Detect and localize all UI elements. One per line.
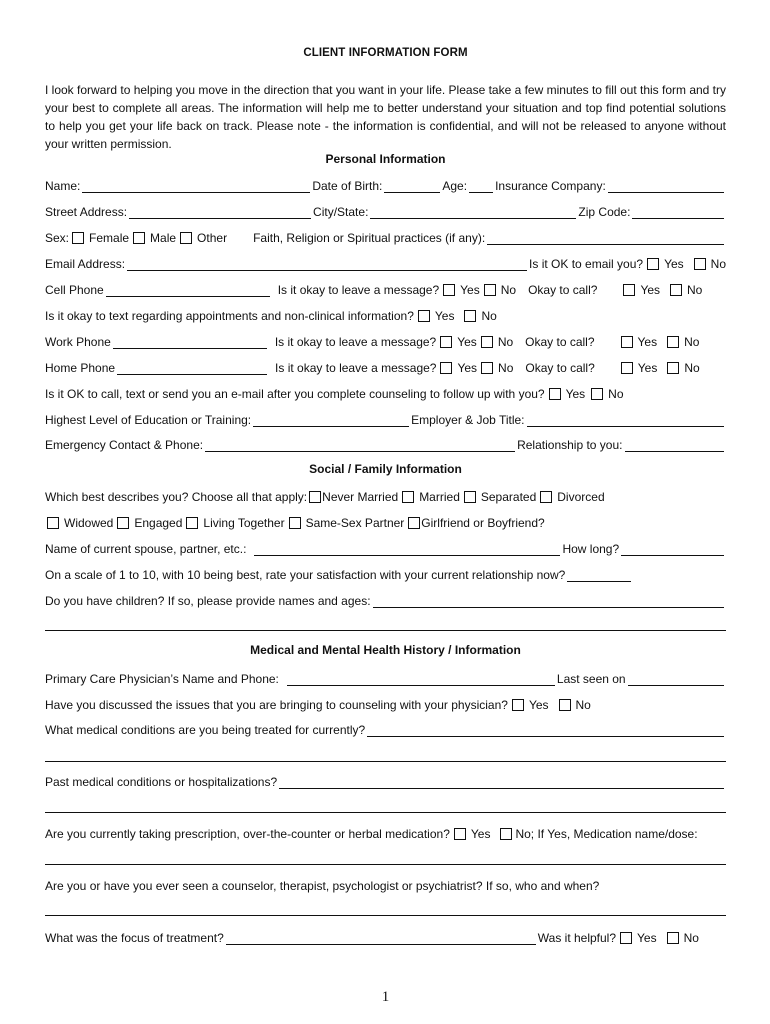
- street-field[interactable]: [129, 205, 311, 219]
- education-field[interactable]: [253, 413, 409, 427]
- sex-label: Sex:: [45, 231, 70, 245]
- employer-label: Employer & Job Title:: [411, 413, 525, 427]
- home-msg-yes-label: Yes: [457, 361, 478, 375]
- cell-call-yes-label: Yes: [640, 283, 661, 297]
- medication-row: [45, 823, 726, 841]
- home-call-no-checkbox[interactable]: [667, 362, 679, 374]
- spouse-field[interactable]: [254, 542, 560, 556]
- children-extra-line[interactable]: [45, 630, 726, 631]
- past-conditions-field[interactable]: [279, 775, 724, 789]
- email-yes-checkbox[interactable]: [647, 258, 659, 270]
- work-msg-no-checkbox[interactable]: [481, 336, 493, 348]
- city-state-label: City/State:: [313, 205, 369, 219]
- counselor-answer-line[interactable]: [45, 915, 726, 916]
- children-label: Do you have children? If so, please provide names and ages:: [45, 594, 371, 608]
- faith-field[interactable]: [487, 231, 724, 245]
- medication-dose-line[interactable]: [45, 864, 726, 865]
- work-phone-row: [45, 331, 726, 349]
- text-appointments-row: [45, 305, 726, 323]
- emergency-row: [45, 434, 726, 452]
- discussed-no-checkbox[interactable]: [559, 699, 571, 711]
- status-row-2: [45, 512, 726, 530]
- email-field[interactable]: [127, 257, 527, 271]
- name-field[interactable]: [82, 179, 310, 193]
- widowed-label: Widowed: [64, 516, 114, 530]
- how-long-label: How long?: [562, 542, 620, 556]
- spouse-label: Name of current spouse, partner, etc.:: [45, 542, 247, 556]
- dob-label: Date of Birth:: [312, 179, 383, 193]
- cell-msg-yes-label: Yes: [460, 283, 480, 297]
- male-checkbox[interactable]: [133, 232, 145, 244]
- faith-label: Faith, Religion or Spiritual practices (if any):: [253, 231, 486, 245]
- zip-field[interactable]: [632, 205, 724, 219]
- same-sex-label: Same-Sex Partner: [305, 516, 405, 530]
- widowed-checkbox[interactable]: [47, 517, 59, 529]
- email-no-label: No: [710, 257, 726, 271]
- work-okay-call-label: Okay to call?: [525, 335, 595, 349]
- divorced-checkbox[interactable]: [540, 491, 552, 503]
- medication-label: Are you currently taking prescription, over-the-counter or herbal medication?: [45, 827, 450, 841]
- scale-row: [45, 564, 726, 582]
- dob-field[interactable]: [384, 179, 440, 193]
- work-leave-msg-label: Is it okay to leave a message?: [274, 335, 437, 349]
- home-msg-yes-checkbox[interactable]: [440, 362, 452, 374]
- email-row: [45, 253, 726, 271]
- physician-row: [45, 668, 726, 686]
- relationship-label: Relationship to you:: [517, 438, 623, 452]
- describes-label: Which best describes you? Choose all that apply:: [45, 490, 308, 504]
- home-leave-msg-label: Is it okay to leave a message?: [275, 361, 437, 375]
- age-field[interactable]: [469, 179, 493, 193]
- children-row: [45, 590, 726, 608]
- address-row: [45, 201, 726, 219]
- medical-heading: Medical and Mental Health History / Information: [250, 643, 521, 657]
- female-checkbox[interactable]: [72, 232, 84, 244]
- home-msg-no-label: No: [498, 361, 514, 375]
- email-yes-label: Yes: [664, 257, 684, 271]
- other-label: Other: [197, 231, 228, 245]
- conditions-field[interactable]: [367, 723, 724, 737]
- sex-row: [45, 227, 726, 245]
- cell-msg-no-checkbox[interactable]: [484, 284, 496, 296]
- work-call-yes-label: Yes: [637, 335, 658, 349]
- medication-yes-checkbox[interactable]: [454, 828, 466, 840]
- emergency-label: Emergency Contact & Phone:: [45, 438, 204, 452]
- how-long-field[interactable]: [621, 542, 724, 556]
- children-field[interactable]: [373, 594, 724, 608]
- insurance-label: Insurance Company:: [495, 179, 606, 193]
- physician-field[interactable]: [287, 672, 555, 686]
- cell-call-no-checkbox[interactable]: [670, 284, 682, 296]
- name-label: Name:: [45, 179, 81, 193]
- home-phone-field[interactable]: [117, 361, 267, 375]
- discussed-no-label: No: [575, 698, 591, 712]
- text-appointments-label: Is it okay to text regarding appointments and non-clinical information?: [45, 309, 414, 323]
- zip-label: Zip Code:: [578, 205, 631, 219]
- follow-up-no-label: No: [608, 387, 624, 401]
- female-label: Female: [89, 231, 130, 245]
- age-label: Age:: [442, 179, 468, 193]
- helpful-yes-checkbox[interactable]: [620, 932, 632, 944]
- separated-label: Separated: [480, 490, 537, 504]
- cell-leave-msg-label: Is it okay to leave a message?: [277, 283, 440, 297]
- text-no-checkbox[interactable]: [464, 310, 476, 322]
- email-label: Email Address:: [45, 257, 126, 271]
- counselor-label: Are you or have you ever seen a counselor, therapist, psychologist or psychiatrist? If so, who and when?: [45, 879, 600, 893]
- focus-field[interactable]: [226, 931, 536, 945]
- focus-label: What was the focus of treatment?: [45, 931, 224, 945]
- living-together-label: Living Together: [203, 516, 285, 530]
- home-call-yes-checkbox[interactable]: [621, 362, 633, 374]
- work-phone-label: Work Phone: [45, 335, 111, 349]
- helpful-label: Was it helpful?: [537, 931, 617, 945]
- same-sex-checkbox[interactable]: [289, 517, 301, 529]
- counselor-row: [45, 875, 726, 893]
- helpful-no-label: No: [683, 931, 699, 945]
- helpful-no-checkbox[interactable]: [667, 932, 679, 944]
- follow-up-yes-label: Yes: [565, 387, 586, 401]
- cell-msg-no-label: No: [500, 283, 517, 297]
- cell-okay-call-label: Okay to call?: [528, 283, 598, 297]
- discussed-label: Have you discussed the issues that you are bringing to counseling with your physician?: [45, 698, 508, 712]
- married-checkbox[interactable]: [402, 491, 414, 503]
- helpful-yes-label: Yes: [637, 931, 657, 945]
- engaged-label: Engaged: [134, 516, 183, 530]
- follow-up-yes-checkbox[interactable]: [549, 388, 561, 400]
- cell-phone-label: Cell Phone: [45, 283, 104, 297]
- city-state-field[interactable]: [370, 205, 576, 219]
- conditions-extra-line[interactable]: [45, 761, 726, 762]
- cell-call-no-label: No: [687, 283, 703, 297]
- email-no-checkbox[interactable]: [694, 258, 706, 270]
- intro-paragraph: I look forward to helping you move in the direction that you want in your life. Please take a few minutes to fill out this form and try your best to complete all areas. The information will help me to better understand your situation and top find potential solutions to help you get your life back on track. Please note - the information is confidential, and will not be released to anyone without your written permission.: [45, 83, 727, 151]
- text-yes-label: Yes: [434, 309, 455, 323]
- work-msg-yes-label: Yes: [457, 335, 477, 349]
- discussed-row: [45, 694, 726, 712]
- form-title: CLIENT INFORMATION FORM: [303, 47, 468, 59]
- past-conditions-row: [45, 771, 726, 789]
- cell-phone-field[interactable]: [106, 283, 270, 297]
- describes-row: [45, 486, 726, 504]
- cell-call-yes-checkbox[interactable]: [623, 284, 635, 296]
- spouse-row: [45, 538, 726, 556]
- engaged-checkbox[interactable]: [117, 517, 129, 529]
- scale-label: On a scale of 1 to 10, with 10 being best, rate your satisfaction with your current relationship now?: [45, 568, 566, 582]
- cell-msg-yes-checkbox[interactable]: [443, 284, 455, 296]
- page-number: 1: [381, 989, 390, 1005]
- home-phone-label: Home Phone: [45, 361, 116, 375]
- divorced-label: Divorced: [557, 490, 605, 504]
- education-row: [45, 409, 726, 427]
- relationship-field[interactable]: [625, 438, 725, 452]
- personal-heading: Personal Information: [325, 152, 446, 166]
- social-heading: Social / Family Information: [309, 462, 462, 476]
- email-ok-label: Is it OK to email you?: [529, 257, 644, 271]
- street-label: Street Address:: [45, 205, 128, 219]
- home-call-no-label: No: [684, 361, 700, 375]
- other-checkbox[interactable]: [180, 232, 192, 244]
- follow-up-row: [45, 383, 726, 401]
- discussed-yes-checkbox[interactable]: [512, 699, 524, 711]
- last-seen-field[interactable]: [628, 672, 724, 686]
- follow-up-no-checkbox[interactable]: [591, 388, 603, 400]
- separated-checkbox[interactable]: [464, 491, 476, 503]
- discussed-yes-label: Yes: [528, 698, 549, 712]
- emergency-field[interactable]: [205, 438, 515, 452]
- last-seen-label: Last seen on: [556, 672, 626, 686]
- never-married-checkbox[interactable]: [309, 491, 321, 503]
- follow-up-label: Is it OK to call, text or send you an e-mail after you complete counseling to follow up with you?: [45, 387, 545, 401]
- conditions-label: What medical conditions are you being treated for currently?: [45, 723, 366, 737]
- insurance-field[interactable]: [608, 179, 724, 193]
- gf-bf-checkbox[interactable]: [408, 517, 420, 529]
- text-no-label: No: [481, 309, 497, 323]
- past-conditions-label: Past medical conditions or hospitalizations?: [45, 775, 278, 789]
- home-phone-row: [45, 357, 726, 375]
- work-call-no-label: No: [684, 335, 700, 349]
- work-msg-no-label: No: [497, 335, 514, 349]
- male-label: Male: [150, 231, 177, 245]
- never-married-label: Never Married: [322, 490, 399, 504]
- work-call-no-checkbox[interactable]: [667, 336, 679, 348]
- physician-label: Primary Care Physician’s Name and Phone:: [45, 672, 279, 686]
- living-together-checkbox[interactable]: [186, 517, 198, 529]
- text-yes-checkbox[interactable]: [418, 310, 430, 322]
- focus-row: [45, 927, 726, 945]
- name-row: [45, 175, 726, 193]
- medication-no-checkbox[interactable]: [500, 828, 512, 840]
- work-call-yes-checkbox[interactable]: [621, 336, 633, 348]
- gf-bf-label: Girlfriend or Boyfriend?: [421, 516, 545, 530]
- home-msg-no-checkbox[interactable]: [481, 362, 493, 374]
- medication-no-label: No; If Yes, Medication name/dose:: [515, 827, 698, 841]
- employer-field[interactable]: [527, 413, 724, 427]
- scale-field[interactable]: [567, 568, 631, 582]
- work-phone-field[interactable]: [113, 335, 267, 349]
- home-call-yes-label: Yes: [637, 361, 658, 375]
- married-label: Married: [419, 490, 460, 504]
- cell-phone-row: [45, 279, 726, 297]
- education-label: Highest Level of Education or Training:: [45, 413, 252, 427]
- past-conditions-extra-line[interactable]: [45, 812, 726, 813]
- medication-yes-label: Yes: [470, 827, 491, 841]
- conditions-row: [45, 719, 726, 737]
- work-msg-yes-checkbox[interactable]: [440, 336, 452, 348]
- home-okay-call-label: Okay to call?: [525, 361, 595, 375]
